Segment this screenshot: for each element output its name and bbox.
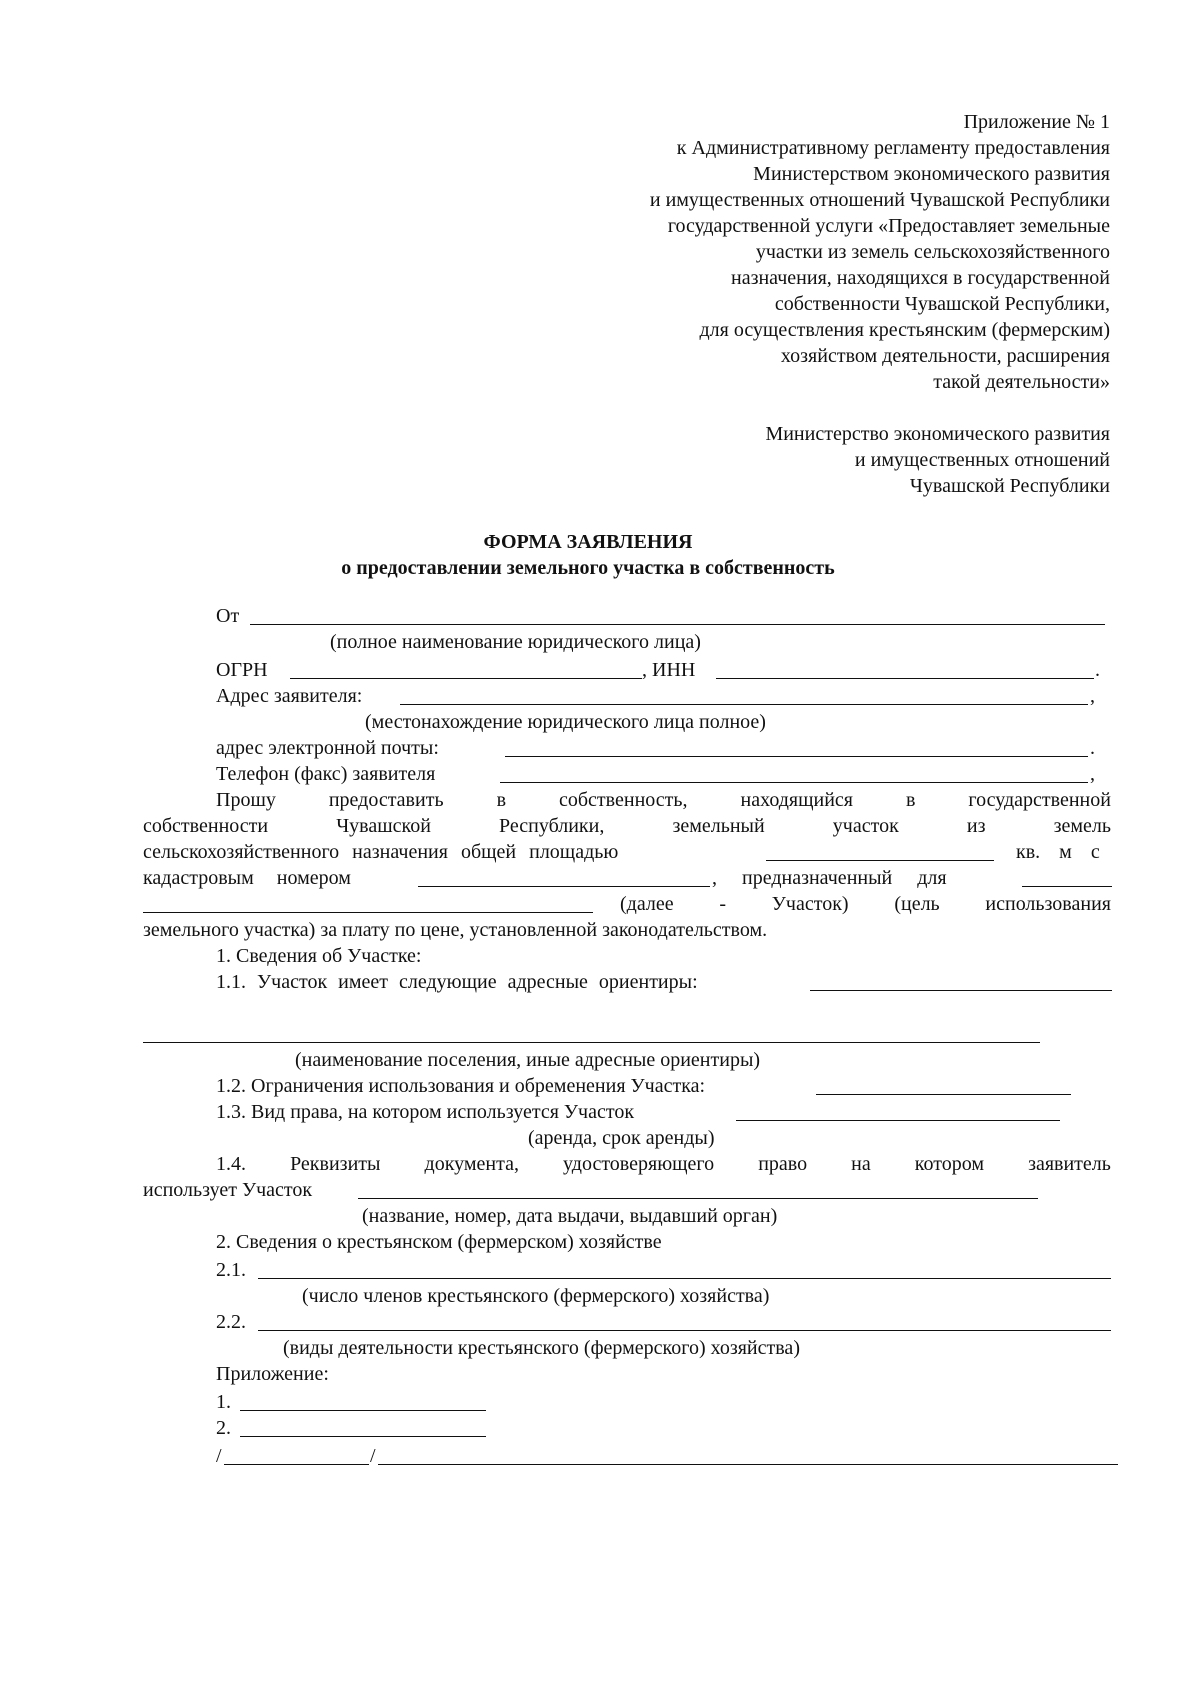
inn-label: , ИНН — [642, 659, 696, 681]
address-label: Адрес заявителя: — [216, 685, 363, 707]
punct: . — [1090, 737, 1095, 759]
form-subtitle: о предоставлении земельного участка в собственность — [341, 557, 835, 579]
word: Прошу — [216, 789, 276, 811]
word: (цель — [894, 893, 940, 915]
phone-label: Телефон (факс) заявителя — [216, 763, 436, 785]
header-line: участки из земель сельскохозяйственного — [755, 241, 1110, 263]
address-landmarks-field-2[interactable] — [143, 1042, 1040, 1043]
word: в — [905, 789, 916, 811]
word: Чувашской — [336, 815, 431, 837]
item-2-1: 2.1. — [216, 1259, 246, 1281]
document-details-field[interactable] — [358, 1198, 1038, 1199]
addressee-line: и имущественных отношений — [854, 449, 1110, 471]
section1-heading: 1. Сведения об Участке: — [216, 945, 422, 967]
form-title: ФОРМА ЗАЯВЛЕНИЯ — [483, 531, 693, 553]
email-label: адрес электронной почты: — [216, 737, 439, 759]
word: на — [851, 1153, 871, 1175]
request-line-1 — [216, 786, 1111, 814]
punct: , — [1090, 763, 1095, 785]
section2-heading: 2. Сведения о крестьянском (фермерском) хозяйстве — [216, 1231, 662, 1253]
signature-slash-1: / — [216, 1445, 222, 1467]
word: документа, — [424, 1153, 519, 1175]
request-line-4: кадастровым номером — [143, 867, 351, 889]
address-hint: (местонахождение юридического лица полное) — [365, 711, 766, 733]
word: заявитель — [1028, 1153, 1111, 1175]
attachment-2-number: 2. — [216, 1417, 231, 1439]
word: Реквизиты — [290, 1153, 381, 1175]
address-field[interactable] — [400, 704, 1088, 705]
header-line: назначения, находящихся в государственной — [730, 267, 1110, 289]
phone-field[interactable] — [500, 782, 1088, 783]
word: из — [966, 815, 986, 837]
from-field[interactable] — [250, 624, 1105, 625]
inn-field[interactable] — [716, 678, 1094, 679]
punct: , — [1090, 685, 1095, 707]
item-2-2: 2.2. — [216, 1311, 246, 1333]
item-1-3: 1.3. Вид права, на котором используется Участок — [216, 1101, 635, 1123]
from-label: От — [216, 605, 240, 627]
word: участок — [832, 815, 899, 837]
email-field[interactable] — [505, 756, 1088, 757]
word: земель — [1053, 815, 1111, 837]
attachment-1-field[interactable] — [240, 1410, 486, 1411]
item-1-1-hint: (наименование поселения, иные адресные ориентиры) — [295, 1049, 761, 1071]
item-2-1-hint: (число членов крестьянского (фермерского) хозяйства) — [302, 1285, 770, 1307]
word: Участок) — [771, 893, 849, 915]
attachments-heading: Приложение: — [216, 1363, 329, 1385]
signature-field[interactable] — [224, 1464, 369, 1465]
from-hint: (полное наименование юридического лица) — [330, 631, 701, 653]
signature-slash-2: / — [370, 1445, 376, 1467]
punct: . — [1095, 659, 1100, 681]
word: земельный — [672, 815, 765, 837]
item-1-4-line2: использует Участок — [143, 1179, 313, 1201]
header-line: к Административному регламенту предоставления — [676, 137, 1110, 159]
word: (далее — [620, 893, 674, 915]
header-line: государственной услуги «Предоставляет земельные — [667, 215, 1110, 237]
word: находящийся — [740, 789, 853, 811]
ogrn-label: ОГРН — [216, 659, 268, 681]
request-line-5 — [620, 890, 1111, 918]
cadastral-field[interactable] — [418, 886, 710, 887]
address-landmarks-field[interactable] — [810, 990, 1112, 991]
signature-name-field[interactable] — [378, 1464, 1118, 1465]
word: Республики, — [499, 815, 605, 837]
word: котором — [914, 1153, 984, 1175]
members-count-field[interactable] — [258, 1278, 1111, 1279]
header-line: и имущественных отношений Чувашской Республики — [649, 189, 1110, 211]
activity-types-field[interactable] — [258, 1330, 1111, 1331]
request-line-2 — [143, 812, 1111, 840]
header-line: такой деятельности» — [933, 371, 1110, 393]
attachment-1-number: 1. — [216, 1391, 231, 1413]
area-field[interactable] — [766, 860, 994, 861]
word: 1.4. — [216, 1153, 246, 1175]
header-line: хозяйством деятельности, расширения — [780, 345, 1110, 367]
header-line: для осуществления крестьянским (фермерским) — [699, 319, 1110, 341]
addressee-line: Чувашской Республики — [909, 475, 1110, 497]
request-line-6: земельного участка) за плату по цене, установленной законодательством. — [143, 919, 768, 941]
purpose-field-part1[interactable] — [1022, 886, 1112, 887]
word: собственности — [143, 815, 269, 837]
word: удостоверяющего — [563, 1153, 715, 1175]
header-line: Министерством экономического развития — [753, 163, 1110, 185]
item-1-3-hint: (аренда, срок аренды) — [528, 1127, 715, 1149]
header-line: собственности Чувашской Республики, — [774, 293, 1110, 315]
purpose-field-part2[interactable] — [143, 912, 593, 913]
word: - — [719, 893, 727, 915]
addressee-line: Министерство экономического развития — [765, 423, 1110, 445]
request-line-3: сельскохозяйственного назначения общей площадью — [143, 841, 619, 863]
item-1-2: 1.2. Ограничения использования и обременения Участка: — [216, 1075, 706, 1097]
purpose-label: , предназначенный для — [712, 867, 947, 889]
item-1-4 — [216, 1150, 1111, 1178]
word: собственность, — [559, 789, 688, 811]
item-1-4-hint: (название, номер, дата выдачи, выдавший орган) — [362, 1205, 778, 1227]
word: в — [496, 789, 507, 811]
attachment-2-field[interactable] — [240, 1436, 486, 1437]
ogrn-field[interactable] — [290, 678, 642, 679]
header-line: Приложение № 1 — [963, 111, 1110, 133]
item-2-2-hint: (виды деятельности крестьянского (фермерского) хозяйства) — [283, 1337, 800, 1359]
right-type-field[interactable] — [736, 1120, 1060, 1121]
word: государственной — [968, 789, 1111, 811]
word: использования — [985, 893, 1111, 915]
item-1-1: 1.1. Участок имеет следующие адресные ориентиры: — [216, 971, 698, 993]
area-unit: кв. м с — [1016, 841, 1100, 863]
word: предоставить — [328, 789, 444, 811]
restrictions-field[interactable] — [816, 1094, 1071, 1095]
word: право — [758, 1153, 808, 1175]
